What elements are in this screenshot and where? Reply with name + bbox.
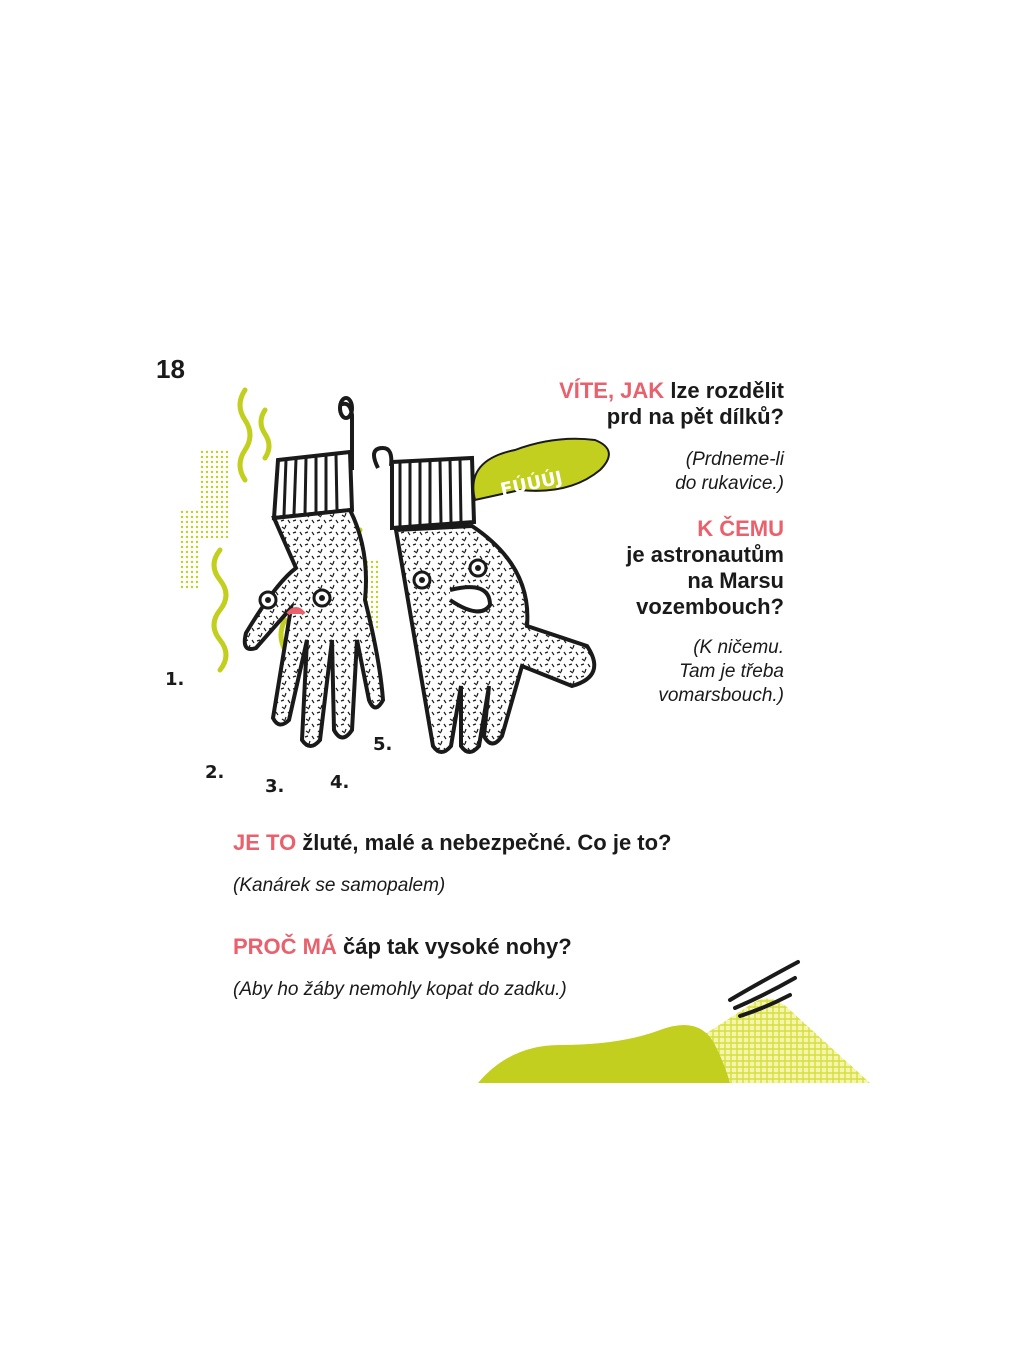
joke-4-question-text: čáp tak vysoké nohy? <box>336 934 572 959</box>
joke-4-highlight: PROČ MÁ <box>233 934 337 959</box>
joke-3 <box>233 830 793 898</box>
joke-2-answer-line-2: Tam je třeba <box>679 661 784 682</box>
joke-2-question-line-2: na Marsu <box>687 568 784 593</box>
left-glove-icon <box>245 398 383 746</box>
joke-1-question-line-2: prd na pět dílků? <box>606 404 784 429</box>
joke-1-answer-line-2: do rukavice.) <box>675 473 784 494</box>
joke-2-question-line-1: je astronautům <box>626 542 784 567</box>
joke-2-highlight: K ČEMU <box>697 516 784 541</box>
joke-3-answer: (Kanárek se samopalem) <box>233 875 446 896</box>
bird-mark-icon <box>730 962 798 1016</box>
joke-1 <box>504 378 784 496</box>
joke-4-answer: (Aby ho žáby nemohly kopat do zadku.) <box>233 979 567 1000</box>
green-hill <box>478 1025 730 1083</box>
joke-3-highlight: JE TO <box>233 830 297 855</box>
page-number: 18 <box>156 354 185 384</box>
joke-1-answer-line-1: (Prdneme-li <box>685 449 784 470</box>
finger-number-4: 4. <box>330 772 350 793</box>
joke-1-answer <box>504 448 784 496</box>
joke-3-question <box>233 830 793 856</box>
joke-1-highlight: VÍTE, JAK <box>559 378 665 403</box>
finger-number-5: 5. <box>373 734 393 755</box>
joke-2-answer-line-1: (K ničemu. <box>693 637 784 658</box>
joke-2-question <box>504 516 784 620</box>
dotted-texture <box>180 510 200 590</box>
joke-1-question <box>504 378 784 430</box>
joke-2 <box>504 516 784 708</box>
joke-2-answer-line-3: vomarsbouch.) <box>658 685 784 706</box>
speech-text: FÚÚÚJ <box>498 467 565 501</box>
dotted-texture <box>200 450 230 540</box>
joke-2-answer <box>504 636 784 708</box>
joke-1-question-line-1: lze rozdělit <box>664 378 784 403</box>
finger-number-3: 3. <box>265 776 285 797</box>
joke-2-question-line-3: vozembouch? <box>636 594 784 619</box>
hill-decoration <box>470 950 880 1090</box>
finger-number-2: 2. <box>205 762 225 783</box>
joke-3-question-text: žluté, malé a nebezpečné. Co je to? <box>296 830 672 855</box>
finger-number-1: 1. <box>165 669 185 690</box>
